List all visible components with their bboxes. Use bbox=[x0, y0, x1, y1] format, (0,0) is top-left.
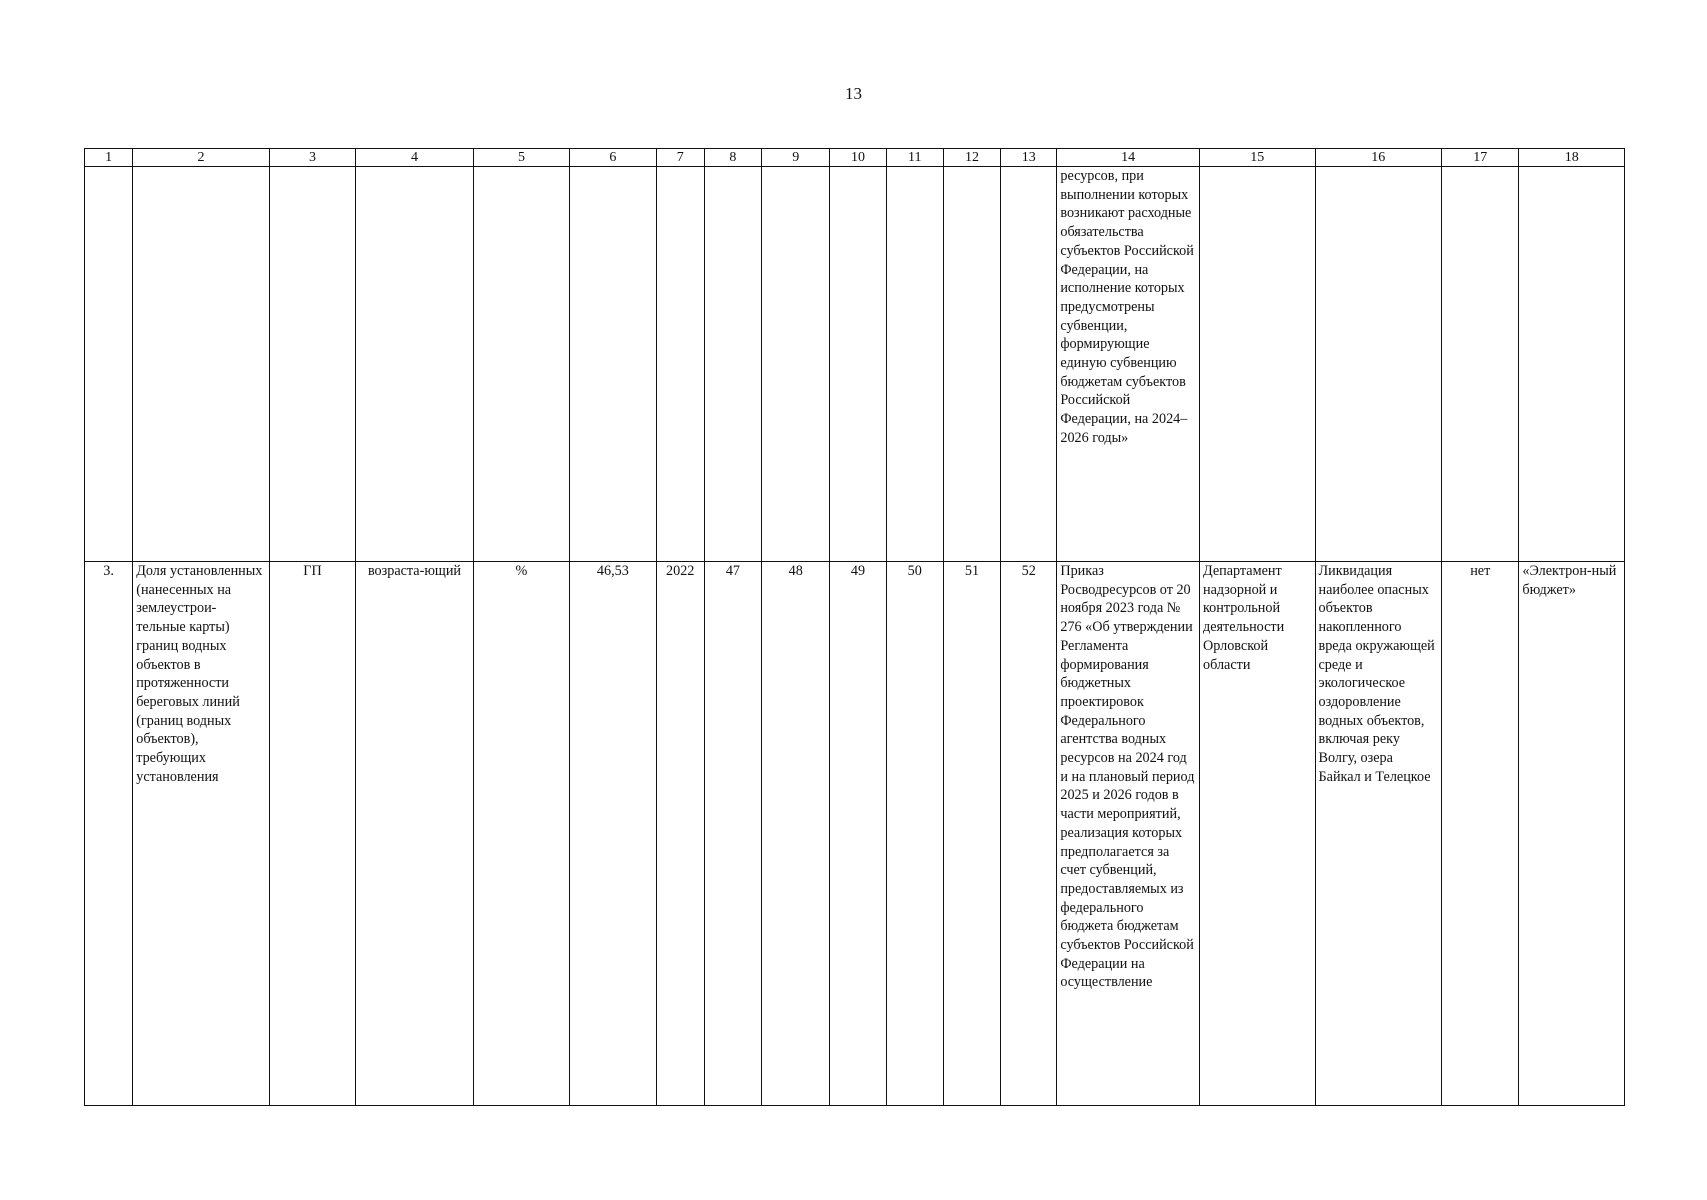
table-cell bbox=[133, 167, 270, 562]
header-cell: 8 bbox=[704, 149, 761, 167]
linked-goal: Ликвидация наиболее опасных объектов накопленного вреда окружающей среде и экологическое оздоровление водных объектов, включая реку Волгу, озера Байкал и Телецкое bbox=[1315, 562, 1442, 1106]
table-cell bbox=[704, 167, 761, 562]
value-col-8: 47 bbox=[704, 562, 761, 1106]
table-cell bbox=[1001, 167, 1057, 562]
legal-basis-continuation: ресурсов, при выполнении которых возникают расходные обязательства субъектов Российской Федерации, на исполнение которых предусмотрены субвенции, формирующие единую субвенцию бюджетам субъектов Российской Федерации, на 2024–2026 годы» bbox=[1057, 167, 1200, 562]
indicator-trend: возраста-ющий bbox=[356, 562, 474, 1106]
header-cell: 16 bbox=[1315, 149, 1442, 167]
header-cell: 11 bbox=[886, 149, 943, 167]
header-cell: 15 bbox=[1199, 149, 1315, 167]
header-cell: 1 bbox=[85, 149, 133, 167]
header-cell: 3 bbox=[269, 149, 355, 167]
table-cell bbox=[656, 167, 704, 562]
table-cell bbox=[85, 167, 133, 562]
table-cell bbox=[830, 167, 886, 562]
page-number: 13 bbox=[845, 84, 862, 103]
table-cell bbox=[269, 167, 355, 562]
base-value: 46,53 bbox=[570, 562, 656, 1106]
legal-basis: Приказ Росводресурсов от 20 ноября 2023 года № 276 «Об утверждении Регламента формирования бюджетных проектировок Федерального агентства водных ресурсов на 2024 год и на плановый период 2025 и 2026 годов в части мероприятий, реализация которых предполагается за счет субвенций, предоставляемых из федерального бюджета бюджетам субъектов Российской Федерации на осуществление bbox=[1057, 562, 1200, 1106]
base-year: 2022 bbox=[656, 562, 704, 1106]
header-cell: 13 bbox=[1001, 149, 1057, 167]
header-cell: 2 bbox=[133, 149, 270, 167]
information-system: «Электрон-ный бюджет» bbox=[1519, 562, 1625, 1106]
row-number: 3. bbox=[85, 562, 133, 1106]
value-col-10: 49 bbox=[830, 562, 886, 1106]
header-cell: 17 bbox=[1442, 149, 1519, 167]
header-cell: 4 bbox=[356, 149, 474, 167]
flag-value: нет bbox=[1442, 562, 1519, 1106]
table-cell bbox=[1315, 167, 1442, 562]
header-row bbox=[85, 149, 1625, 167]
header-cell: 5 bbox=[473, 149, 569, 167]
table-row bbox=[85, 562, 1625, 1106]
table-cell bbox=[356, 167, 474, 562]
header-cell: 10 bbox=[830, 149, 886, 167]
header-cell: 6 bbox=[570, 149, 656, 167]
table-row bbox=[85, 167, 1625, 562]
value-col-13: 52 bbox=[1001, 562, 1057, 1106]
header-cell: 18 bbox=[1519, 149, 1625, 167]
value-col-11: 50 bbox=[886, 562, 943, 1106]
table-cell bbox=[473, 167, 569, 562]
header-cell: 9 bbox=[762, 149, 830, 167]
table-cell bbox=[1442, 167, 1519, 562]
table-cell bbox=[886, 167, 943, 562]
indicator-table bbox=[84, 148, 1625, 1106]
table-cell bbox=[943, 167, 1000, 562]
header-cell: 12 bbox=[943, 149, 1000, 167]
table-cell bbox=[762, 167, 830, 562]
table-cell bbox=[570, 167, 656, 562]
value-col-12: 51 bbox=[943, 562, 1000, 1106]
table-cell bbox=[1199, 167, 1315, 562]
header-cell: 14 bbox=[1057, 149, 1200, 167]
header-cell: 7 bbox=[656, 149, 704, 167]
indicator-name: Доля установленных (нанесенных на землеустрои-тельные карты) границ водных объектов в протяженности береговых линий (границ водных объектов), требующих установления bbox=[133, 562, 270, 1106]
unit-of-measure: % bbox=[473, 562, 569, 1106]
indicator-level: ГП bbox=[269, 562, 355, 1106]
value-col-9: 48 bbox=[762, 562, 830, 1106]
table-cell bbox=[1519, 167, 1625, 562]
responsible-body: Департамент надзорной и контрольной деятельности Орловской области bbox=[1199, 562, 1315, 1106]
